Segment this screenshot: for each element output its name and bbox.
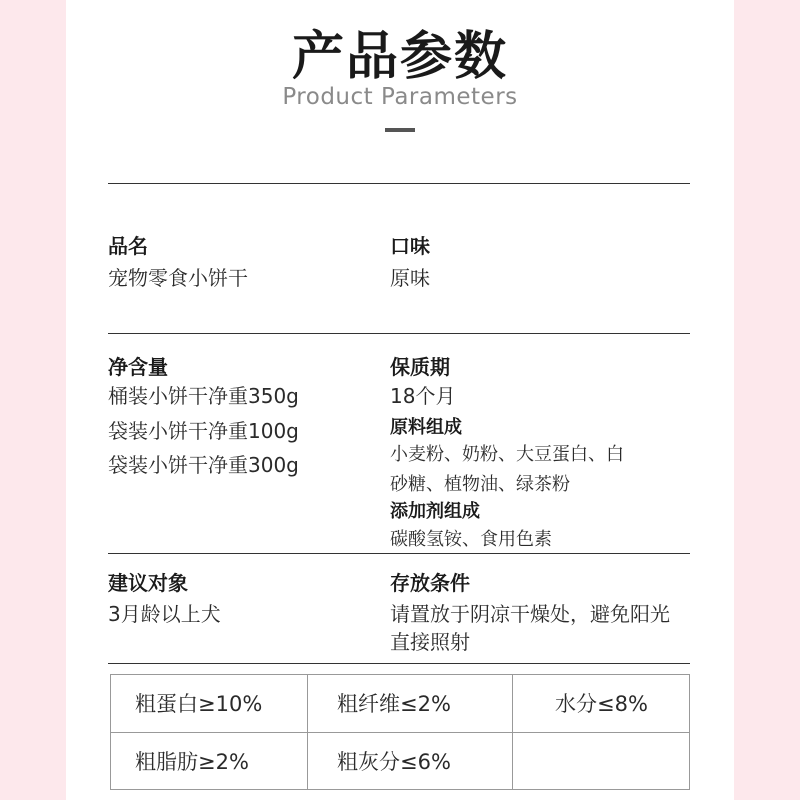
flavor-label: 口味	[390, 234, 430, 258]
ingredients-label: 原料组成	[390, 417, 462, 438]
storage-label: 存放条件	[390, 571, 470, 595]
target-label: 建议对象	[108, 571, 188, 595]
page-subtitle: Product Parameters	[282, 84, 518, 110]
divider	[108, 333, 690, 334]
net-weight-value: 桶装小饼干净重350g	[108, 384, 299, 408]
target-value: 3月龄以上犬	[108, 602, 221, 626]
additives-label: 添加剂组成	[390, 501, 480, 522]
flavor-value: 原味	[390, 266, 430, 290]
additives-value: 碳酸氢铵、食用色素	[390, 529, 552, 550]
nutrition-cell-fiber: 粗纤维≤2%	[337, 692, 451, 716]
net-weight-value: 袋装小饼干净重300g	[108, 453, 299, 477]
storage-value: 直接照射	[390, 630, 470, 654]
nutrition-cell-ash: 粗灰分≤6%	[337, 750, 451, 774]
shelf-life-label: 保质期	[390, 355, 450, 379]
divider	[108, 553, 690, 554]
net-weight-label: 净含量	[108, 355, 168, 379]
nutrition-cell-moisture: 水分≤8%	[555, 692, 648, 716]
shelf-life-value: 18个月	[390, 384, 456, 408]
storage-value: 请置放于阴凉干燥处，避免阳光	[390, 602, 670, 626]
ingredients-value: 砂糖、植物油、绿茶粉	[390, 474, 570, 495]
title-underline	[385, 128, 415, 132]
nutrition-cell-protein: 粗蛋白≥10%	[135, 692, 263, 716]
nutrition-cell-fat: 粗脂肪≥2%	[135, 750, 249, 774]
page-title: 产品参数	[291, 27, 508, 87]
divider	[108, 663, 690, 664]
product-name-value: 宠物零食小饼干	[108, 266, 248, 290]
nutrition-table	[110, 674, 690, 790]
net-weight-value: 袋装小饼干净重100g	[108, 419, 299, 443]
product-name-label: 品名	[108, 234, 148, 258]
divider	[108, 183, 690, 184]
ingredients-value: 小麦粉、奶粉、大豆蛋白、白	[390, 444, 624, 465]
